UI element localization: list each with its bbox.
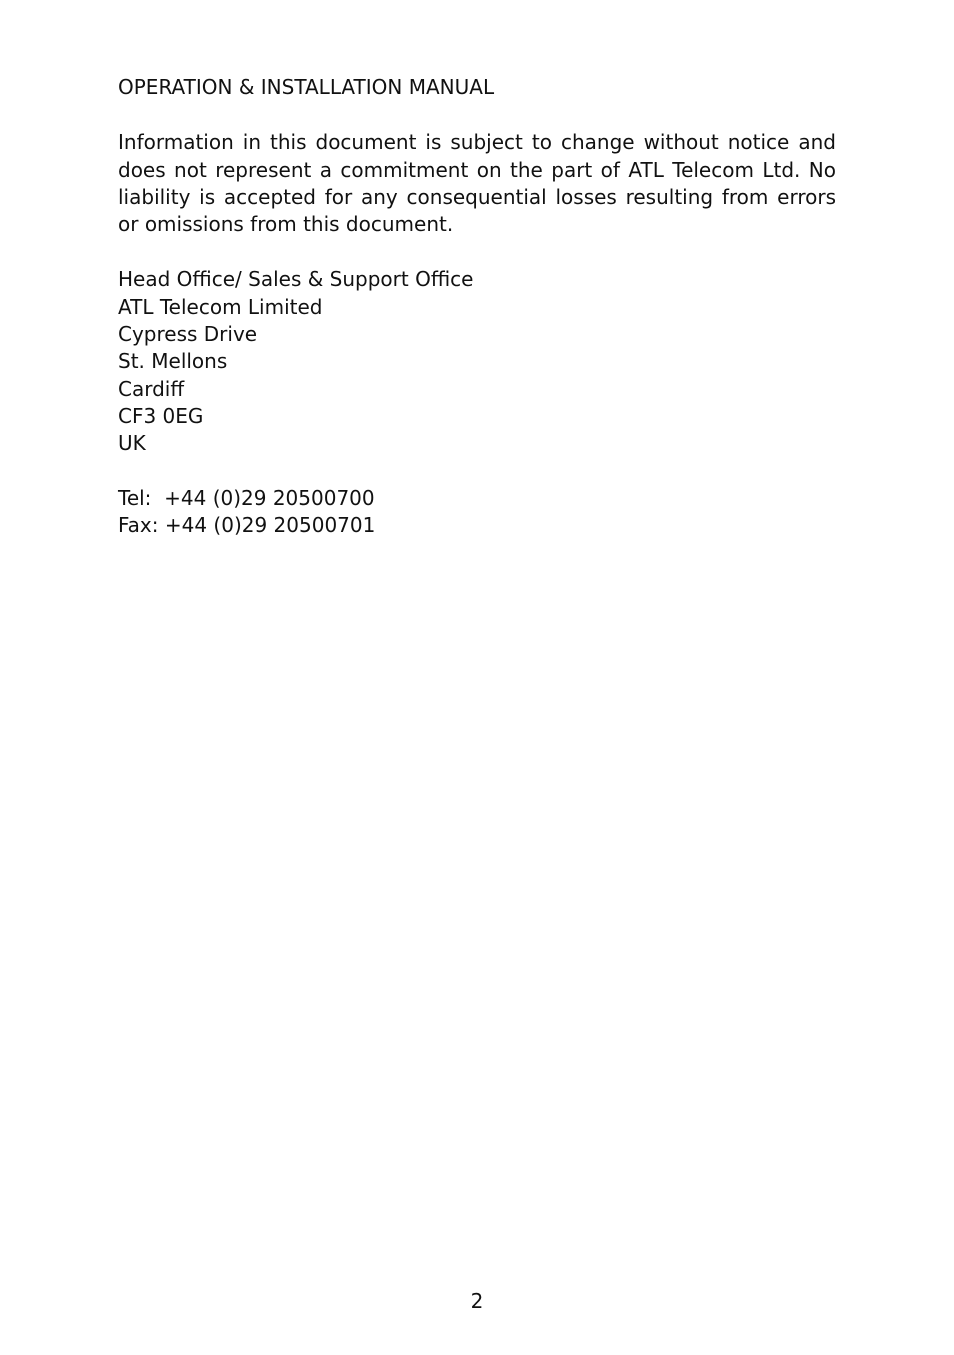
country-line: UK	[118, 431, 146, 456]
page-content	[118, 74, 836, 539]
postcode-line: CF3 0EG	[118, 403, 204, 428]
fax-line: Fax: +44 (0)29 20500701	[118, 512, 376, 537]
telephone-line: Tel: +44 (0)29 20500700	[118, 485, 375, 510]
disclaimer-paragraph: Information in this document is subject to change without notice and does not represent a commitment on the part of ATL Telecom Ltd. No liability is accepted for any consequential losses resulting from errors or omissions from this document.	[118, 130, 836, 237]
street-line: Cypress Drive	[118, 322, 258, 347]
contact-block	[118, 485, 836, 540]
company-name: ATL Telecom Limited	[118, 294, 323, 319]
document-title: OPERATION & INSTALLATION MANUAL	[118, 75, 495, 99]
office-heading: Head Office/ Sales & Support Office	[118, 267, 474, 292]
city-line: Cardiff	[118, 376, 185, 401]
district-line: St. Mellons	[118, 349, 228, 374]
address-block	[118, 266, 836, 457]
page-number: 2	[470, 1289, 484, 1313]
